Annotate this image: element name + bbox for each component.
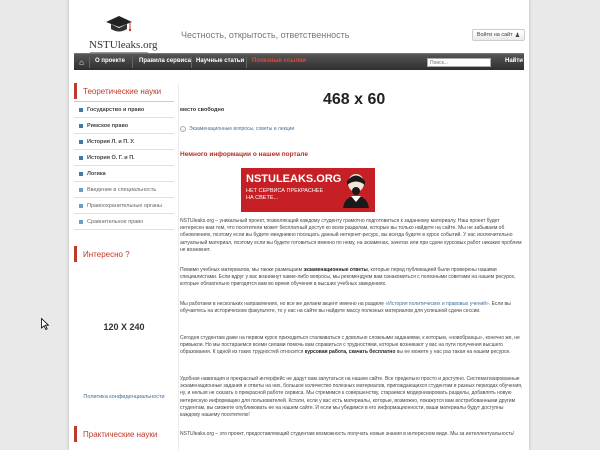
p2-text: , которые перед публикацией были проверены нашими специалистами. Если вдруг у вас возникнут какие-либо вопросы, мы рекомендуем вам ознакомиться с полезными советами на нашем ресурсе, которые обязательно пригодятся вам во время обучения в высших учебных заведениях. [180, 267, 516, 288]
banner-subtitle: НЕТ СЕРВИСА ПРЕКРАСНЕЕ НА СВЕТЕ... [246, 188, 324, 201]
login-label: Войти на сайт [476, 32, 513, 38]
bullet-square-icon [79, 140, 83, 144]
search-input[interactable] [427, 58, 491, 67]
sidebar-item[interactable] [74, 198, 174, 214]
nav-divider [191, 57, 192, 68]
portrait-illustration [341, 172, 371, 208]
sidebar-item-label: Сравнительное право [87, 218, 144, 225]
main-nav [74, 53, 524, 70]
mouse-cursor-icon [41, 318, 49, 330]
sidebar-item-label: Римское право [87, 122, 129, 129]
paragraph-summary: NSTUleaks.org – это проект, предоставляющий студентам возможность получать новые знания в интересном виде. Мы за интеллектуальность! [180, 431, 515, 437]
ad-size-label: 468 x 60 [323, 91, 386, 108]
sidebar-title-practical: Практические науки [74, 426, 174, 442]
ad-placeholder-120[interactable] [74, 268, 174, 418]
bullet-square-icon [79, 156, 83, 160]
sidebar-item[interactable] [74, 166, 174, 182]
section-heading: Немного информации о нашем портале [180, 151, 308, 158]
page-container [69, 0, 529, 450]
sidebar-theory-list [74, 101, 174, 230]
p4-text: Сегодня студентам даже на первом курсе приходиться сталкиваться с довольно сложными заданиями, к которым, «новобранцы», конечно же, не привыкли. Но мы постараемся всеми силами помочь вам справиться с трудностями, которые возникают у вас на пути получения высшего образования. К одной из таких трудностей относится [180, 335, 520, 356]
sidebar-item-label: Введение в специальность [87, 186, 157, 193]
breadcrumb-label: Экзаменационные вопросы, советы и лекции [189, 126, 295, 132]
p2-text: Помимо учебных материалов, мы также размещаем [180, 267, 304, 273]
paragraph-first-year [180, 335, 523, 357]
paragraph-intro: NSTUleaks.org – уникальный проект, позволяющий каждому студенту грамотно подготовиться к заданному материалу. Наш проект будет интересен вам тем, что посетители может бесплатный доступ ко всем разделам, которые вы только найдете на сайте. Мы не забываем об обновлениях, поэтому если вы будете ежедневно посещать данный интернет-ресурс, вы всегда будете в курсе событий. У нас исключительно актуальный материал, поэтому если вы будете готовиться именно по нему, на экзаменах, зачетах или при сдаче курсовых работ никаких проблем не возникнет. [180, 218, 522, 253]
p3-text: Мы работаем в нескольких направлениях, но все же делаем акцент именно на разделе [180, 301, 386, 307]
paragraph-answers [180, 267, 523, 289]
ad-free-label: место свободно [180, 107, 225, 113]
sidebar-item-label: Правоохранительные органы [87, 202, 163, 209]
sidebar-item[interactable] [74, 182, 174, 198]
privacy-policy-link[interactable]: Политика конфиденциальности [83, 394, 165, 400]
sidebar-item[interactable] [74, 118, 174, 134]
site-logo[interactable] [87, 13, 158, 53]
nav-item-articles[interactable]: Научные статьи [196, 58, 245, 64]
sidebar-item-label: Логика [87, 170, 106, 177]
nav-divider [132, 57, 133, 68]
graduation-cap-icon [105, 15, 133, 33]
bullet-square-icon [79, 124, 83, 128]
sidebar-item[interactable] [74, 134, 174, 150]
banner-title: NSTULEAKS.ORG [246, 173, 342, 185]
p4-text: вы ее можете у нас [395, 349, 442, 356]
header [69, 0, 529, 53]
user-icon: ♟ [514, 32, 521, 39]
site-slogan: Честность, открытость, ответственность [181, 30, 350, 40]
nav-item-links[interactable]: Полезные ссылки [252, 58, 306, 64]
paragraph-directions [180, 301, 523, 315]
nav-divider [246, 57, 247, 68]
bullet-square-icon [79, 188, 83, 192]
login-button[interactable] [472, 29, 525, 41]
sidebar-title-theory: Теоретические науки [74, 83, 174, 99]
p3-text: . Если вы обучаетесь на историческом факультете, то у нас на сайте вы найдете массу полезных материалов для успешной сдачи сессии. [180, 301, 511, 315]
bullet-square-icon [79, 108, 83, 112]
bullet-square-icon [79, 220, 83, 224]
chevron-right-icon: › [180, 126, 186, 132]
sidebar-item[interactable] [74, 102, 174, 118]
sidebar-item-label: Государство и право [87, 106, 145, 113]
p4-text: раз такая на нашем ресурсе. [441, 349, 511, 356]
sidebar-item-label: История Л. и П. У. [87, 138, 135, 145]
sidebar-item-label: История О. Г. и П. [87, 154, 135, 161]
search-button[interactable]: Найти [505, 58, 523, 64]
nav-item-about[interactable]: О проекте [95, 58, 125, 64]
ad-size-label: 120 X 240 [103, 322, 145, 332]
nav-divider [89, 57, 90, 68]
home-icon[interactable]: ⌂ [79, 57, 84, 67]
breadcrumb[interactable] [180, 126, 294, 132]
promo-banner[interactable] [241, 168, 375, 212]
sidebar-divider [178, 83, 179, 450]
paragraph-navigation: Удобная навигация и прекрасный интерфейс не дадут вам запутаться на нашем сайте. Все предельно просто и доступно. Систематизированные экзаменационные задания и ответы на них, большое количество полезных материалов, пригождающихся студентам в разных периодах обучения, ну, и нельзя не сказать о прекрасной работе сервиса. Мы стремимся к совершенству, стараемся модернизировать разделы, добавлять новую интересную информацию для пользователей. Кстати, если у вас есть материалы, которые, возможно, покажутся вам востребованными другим студентам, вы сможете опубликовать ее на нашем сайте. И если мы убедимся в его информационности, ваши материалы будут доступны каждому нашему посетителю! [180, 376, 523, 419]
ad-placeholder-468[interactable] [181, 78, 517, 118]
sidebar-item[interactable] [74, 150, 174, 166]
logo-text: NSTUleaks.org [89, 39, 158, 51]
p4-emphasis: курсовая работа, скачать бесплатно [304, 349, 396, 356]
sidebar-title-interesting: Интересно ? [74, 246, 174, 262]
nav-item-rules[interactable]: Правила сервиса [139, 58, 191, 64]
bullet-square-icon [79, 204, 83, 208]
sidebar-item[interactable] [74, 214, 174, 230]
bullet-square-icon [79, 172, 83, 176]
p2-emphasis: экзаменационные ответы [303, 267, 368, 273]
history-section-link[interactable]: «История политических и правовых учений» [385, 301, 489, 307]
